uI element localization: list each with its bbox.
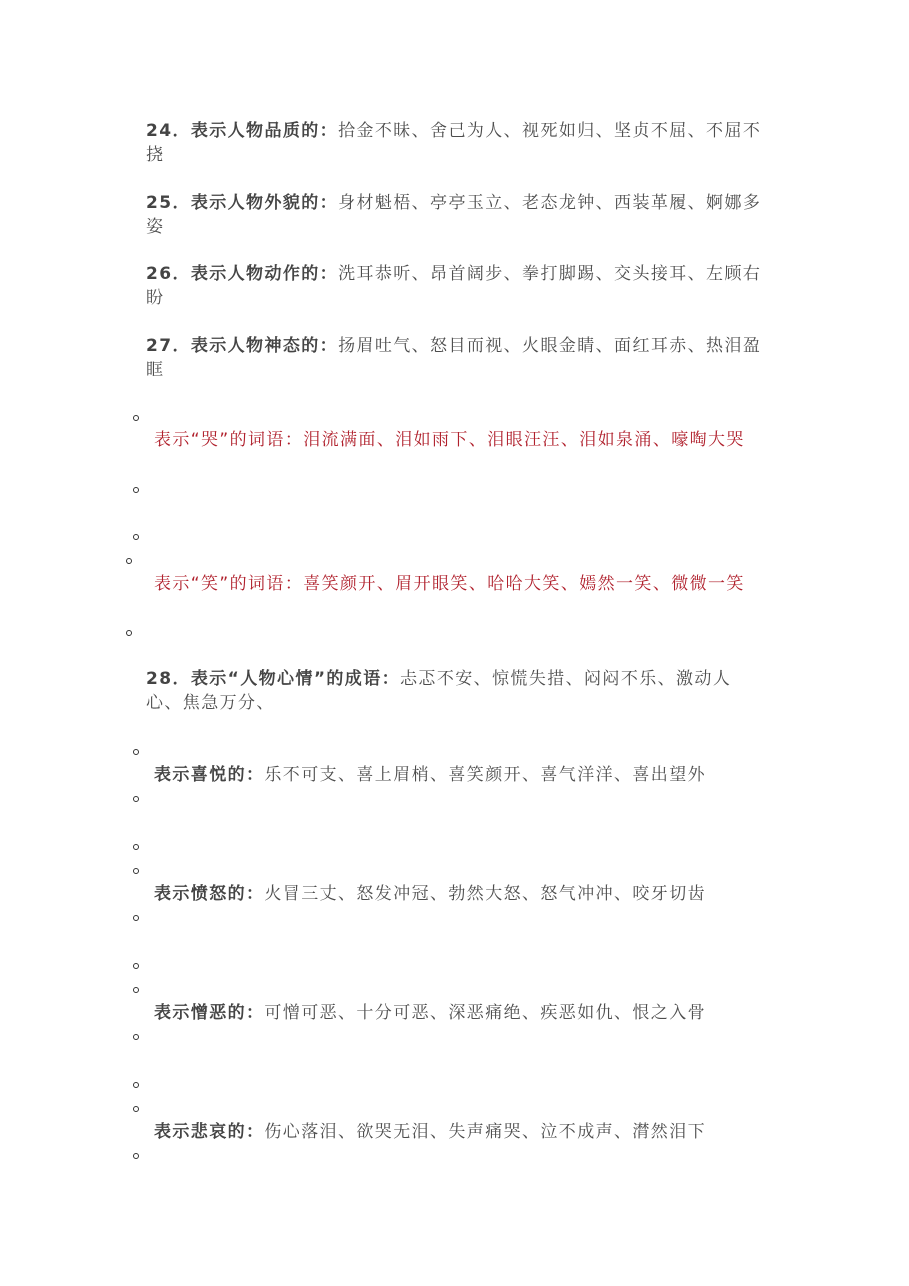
- bullet-circle-icon: [133, 415, 139, 421]
- entry-text: 拾金不昧、舍己为人、视死如归、坚贞不屈、不屈不挠: [146, 121, 762, 165]
- entry-text: 身材魁梧、亭亭玉立、老态龙钟、西装革履、婀娜多姿: [146, 193, 762, 237]
- bullet-circle-icon: [133, 796, 139, 802]
- entry-24: [146, 119, 766, 167]
- mood-heading: 表示愤怒的：: [154, 884, 265, 904]
- mood-heading: 表示喜悦的：: [154, 765, 265, 785]
- entry-heading: 25．表示人物外貌的：: [146, 193, 339, 213]
- mood-heading: 表示悲哀的：: [154, 1122, 265, 1142]
- mood-text: 伤心落泪、欲哭无泪、失声痛哭、泣不成声、潸然泪下: [264, 1122, 707, 1142]
- entry-text: 洗耳恭听、昂首阔步、拳打脚踢、交头接耳、左顾右盼: [146, 264, 762, 308]
- bullet-circle-icon: [133, 844, 139, 850]
- mood-heading: 表示憎恶的：: [154, 1003, 265, 1023]
- bullet-circle-icon: [126, 630, 132, 636]
- bullet-circle-icon: [133, 987, 139, 993]
- entry-heading: 27．表示人物神态的：: [146, 336, 339, 356]
- entry-28: [146, 667, 766, 715]
- bullet-circle-icon: [133, 1034, 139, 1040]
- mood-text: 乐不可支、喜上眉梢、喜笑颜开、喜气洋洋、喜出望外: [264, 765, 707, 785]
- mood-text: 可憎可恶、十分可恶、深恶痛绝、疾恶如仇、恨之入骨: [264, 1003, 707, 1023]
- entry-heading: 24．表示人物品质的：: [146, 121, 339, 141]
- bullet-circle-icon: [133, 749, 139, 755]
- bullet-circle-icon: [133, 534, 139, 540]
- entry-27: [146, 334, 766, 382]
- bullet-circle-icon: [133, 963, 139, 969]
- entry-25: [146, 191, 766, 239]
- cry-words: 表示“哭”的词语：泪流满面、泪如雨下、泪眼汪汪、泪如泉涌、嚎啕大哭: [154, 430, 745, 450]
- entry-text: 扬眉吐气、怒目而视、火眼金睛、面红耳赤、热泪盈眶: [146, 336, 762, 380]
- bullet-circle-icon: [133, 1082, 139, 1088]
- mood-anger: [154, 882, 766, 906]
- bullet-circle-icon: [133, 1106, 139, 1112]
- entry-heading: 28．表示“人物心情”的成语：: [146, 669, 401, 689]
- bullet-circle-icon: [133, 1153, 139, 1159]
- bullet-circle-icon: [133, 868, 139, 874]
- bullet-circle-icon: [133, 915, 139, 921]
- bullet-circle-icon: [133, 487, 139, 493]
- entry-heading: 26．表示人物动作的：: [146, 264, 339, 284]
- entry-26: [146, 262, 766, 310]
- mood-hate: [154, 1001, 766, 1025]
- laugh-words: 表示“笑”的词语：喜笑颜开、眉开眼笑、哈哈大笑、嫣然一笑、微微一笑: [154, 574, 745, 594]
- mood-joy: [154, 763, 766, 787]
- mood-text: 火冒三丈、怒发冲冠、勃然大怒、怒气冲冲、咬牙切齿: [264, 884, 707, 904]
- entry-text: 忐忑不安、惊慌失措、闷闷不乐、激动人心、焦急万分、: [146, 669, 732, 713]
- bullet-circle-icon: [126, 558, 132, 564]
- mood-sorrow: [154, 1120, 766, 1144]
